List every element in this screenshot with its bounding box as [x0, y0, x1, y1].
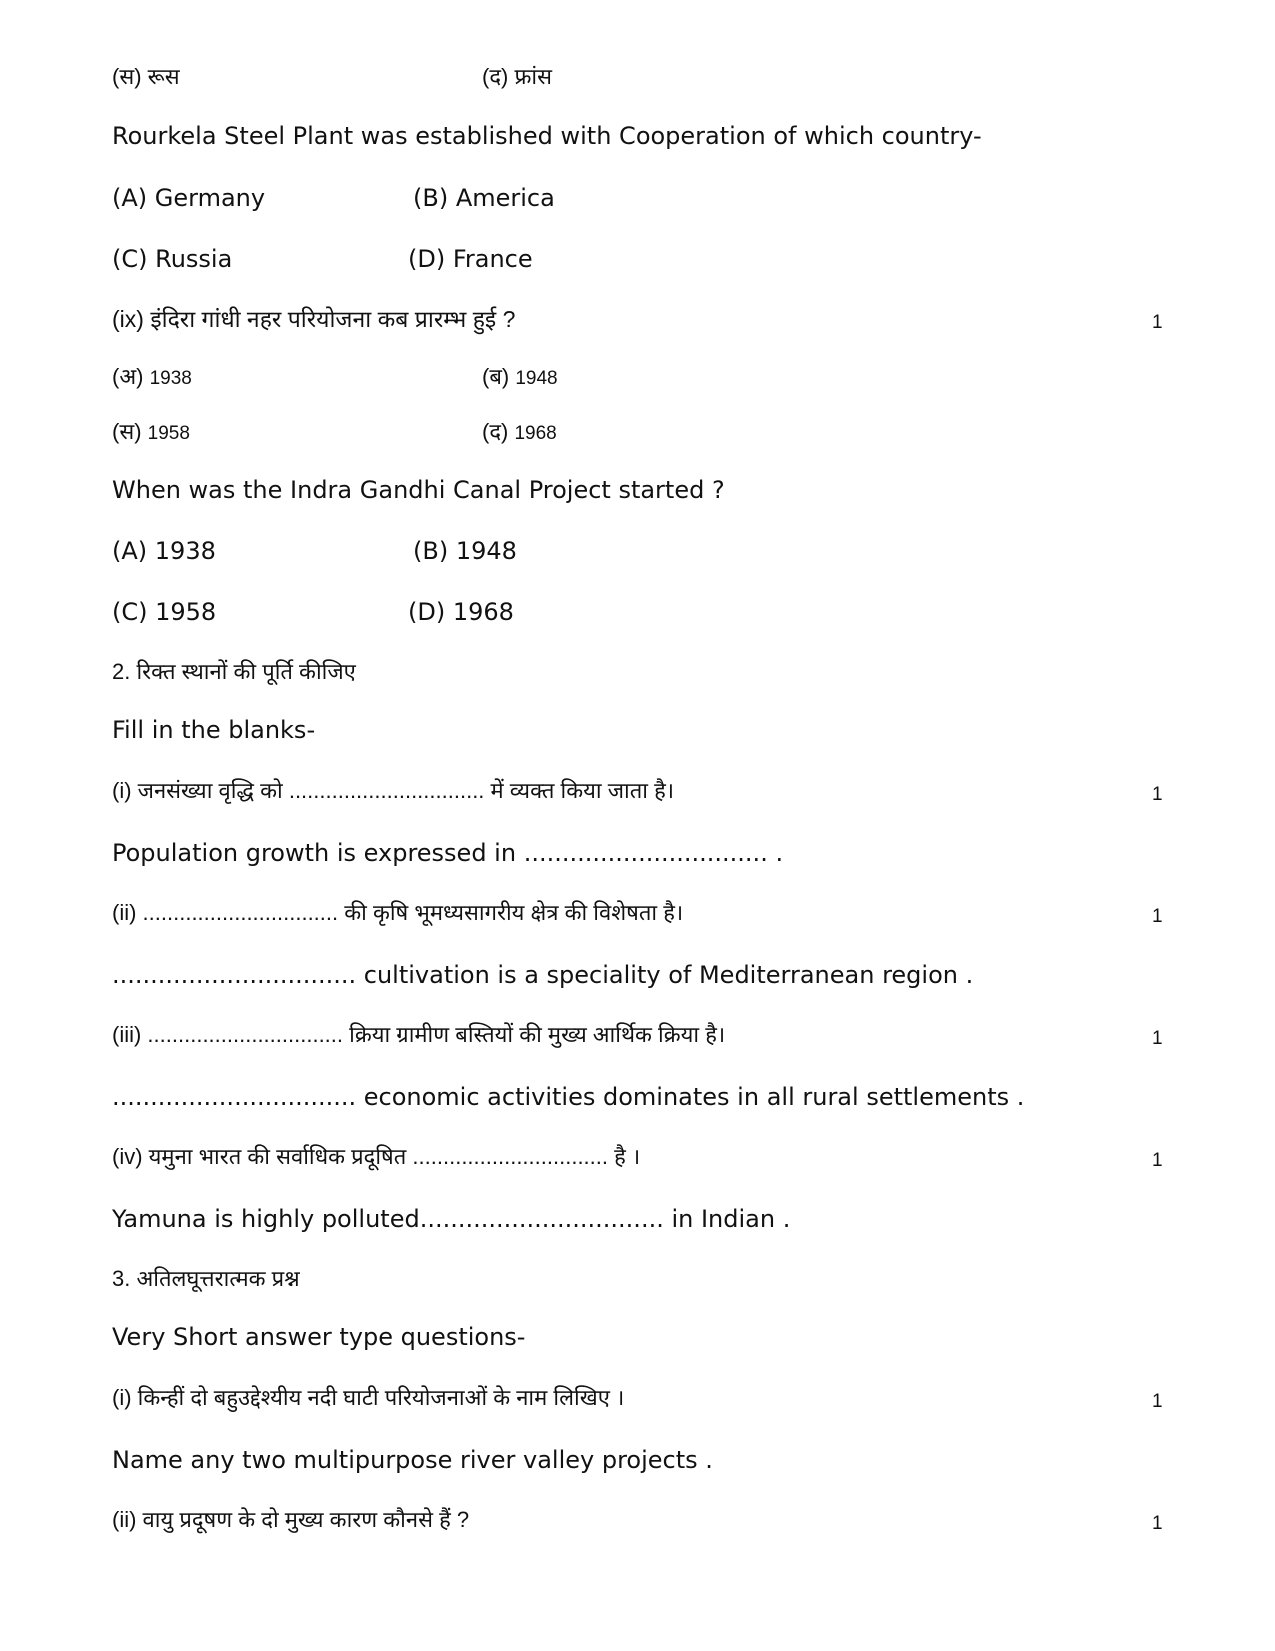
hindi-option-b-ix: [482, 366, 558, 388]
section-2-heading-english: Fill in the blanks-: [112, 716, 316, 744]
hindi-option-d-ix: [482, 421, 557, 443]
q3-item-i-english: Name any two multipurpose river valley projects .: [112, 1446, 713, 1474]
option-label: (द): [482, 419, 509, 444]
english-option-a: (A) Germany: [112, 184, 266, 212]
q3-item-ii-hindi: (ii) वायु प्रदूषण के दो मुख्य कारण कौनसे हैं ?: [112, 1507, 470, 1532]
q2-item-ii-english: ................................ cultivation is a speciality of Mediterranean region .: [112, 961, 974, 989]
q2-item-iv-hindi: (iv) यमुना भारत की सर्वाधिक प्रदूषित ................................ है ।: [112, 1144, 641, 1169]
marks-ix: 1: [1152, 312, 1163, 333]
q2-item-iii-marks: 1: [1152, 1028, 1163, 1049]
q2-item-i-hindi: (i) जनसंख्या वृद्धि को ................................ में व्यक्त किया जाता है।: [112, 778, 675, 803]
english-option-b: (B) America: [413, 184, 555, 212]
hindi-option-c-ix: [112, 421, 190, 443]
english-option-d-ix: (D) 1968: [408, 598, 514, 626]
q3-item-ii-marks: 1: [1152, 1513, 1163, 1534]
q2-item-ii-marks: 1: [1152, 906, 1163, 927]
q2-item-iv-marks: 1: [1152, 1150, 1163, 1171]
q2-item-iii-english: ................................ economic activities dominates in all rural settlements .: [112, 1083, 1025, 1111]
q2-item-iv-english: Yamuna is highly polluted................................ in Indian .: [112, 1205, 791, 1233]
section-3-heading-hindi: 3. अतिलघूत्तरात्मक प्रश्न: [112, 1266, 300, 1291]
q2-item-i-english: Population growth is expressed in ................................ .: [112, 839, 784, 867]
q3-item-i-marks: 1: [1152, 1391, 1163, 1412]
question-ix-hindi: (ix) इंदिरा गांधी नहर परियोजना कब प्रारम्भ हुई ?: [112, 306, 516, 332]
question-ix-english: When was the Indra Gandhi Canal Project started ?: [112, 476, 725, 504]
q2-item-i-marks: 1: [1152, 784, 1163, 805]
option-label: (ब): [482, 364, 510, 389]
option-value: 1968: [514, 423, 557, 444]
english-option-a-ix: (A) 1938: [112, 537, 216, 565]
hindi-option-c: (स) रूस: [112, 64, 180, 89]
section-2-heading-hindi: 2. रिक्त स्थानों की पूर्ति कीजिए: [112, 659, 356, 684]
english-option-c-ix: (C) 1958: [112, 598, 217, 626]
q2-item-ii-hindi: (ii) ................................ की कृषि भूमध्यसागरीय क्षेत्र की विशेषता है।: [112, 900, 684, 925]
english-option-c: (C) Russia: [112, 245, 233, 273]
english-option-b-ix: (B) 1948: [413, 537, 517, 565]
option-value: 1938: [149, 368, 192, 389]
option-value: 1948: [515, 368, 558, 389]
option-value: 1958: [147, 423, 190, 444]
section-3-heading-english: Very Short answer type questions-: [112, 1323, 526, 1351]
english-option-d: (D) France: [408, 245, 533, 273]
q3-item-i-hindi: (i) किन्हीं दो बहुउद्देश्यीय नदी घाटी परियोजनाओं के नाम लिखिए ।: [112, 1385, 625, 1410]
q2-item-iii-hindi: (iii) ................................ क्रिया ग्रामीण बस्तियों की मुख्य आर्थिक क्रिया है।: [112, 1022, 726, 1047]
question-english-rourkela: Rourkela Steel Plant was established with Cooperation of which country-: [112, 122, 982, 150]
hindi-option-d: (द) फ्रांस: [482, 64, 552, 89]
option-label: (अ): [112, 364, 144, 389]
hindi-option-a-ix: [112, 366, 192, 388]
option-label: (स): [112, 419, 142, 444]
